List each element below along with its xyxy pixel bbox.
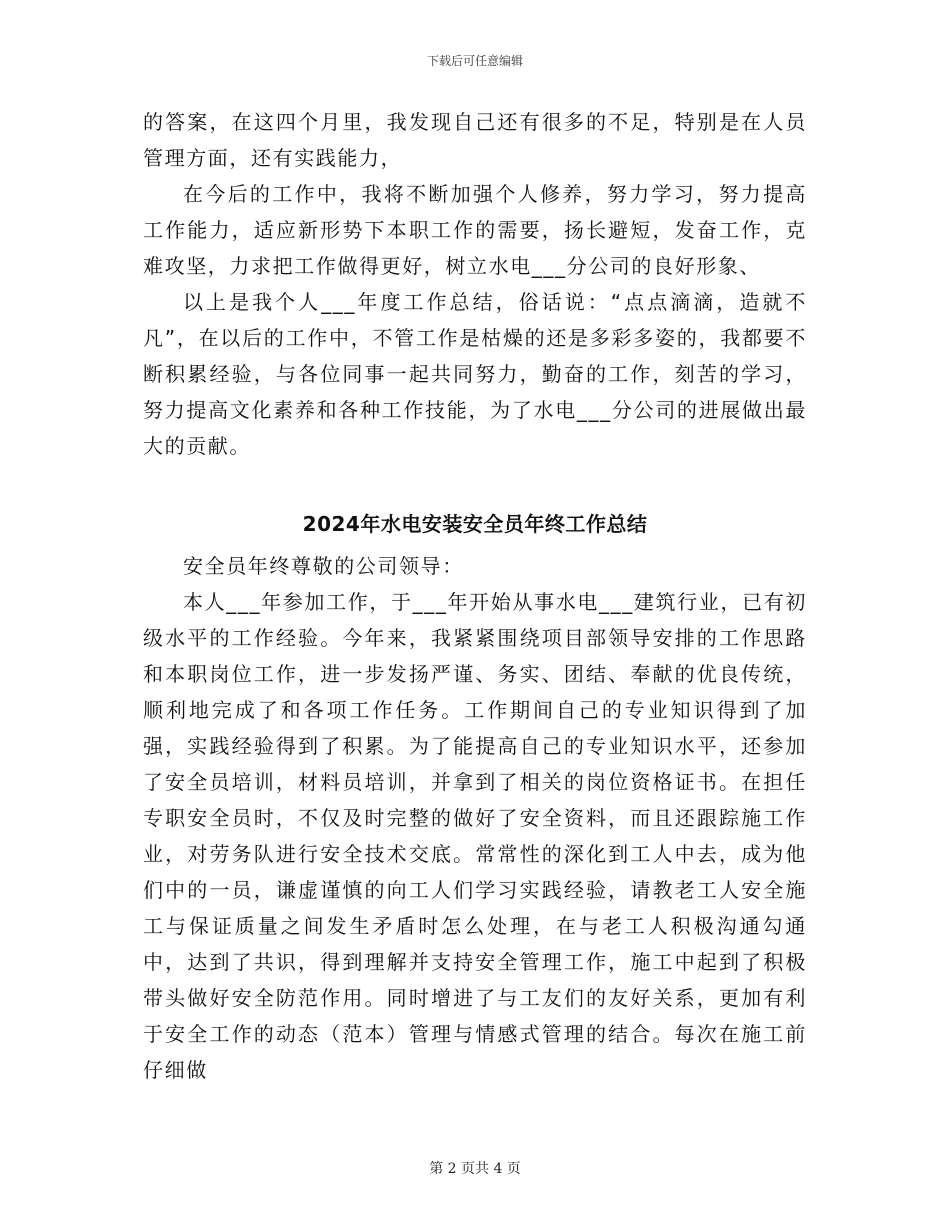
section-title: 2024年水电安装安全员年终工作总结 xyxy=(302,512,648,536)
paragraph-summary-closing: 以上是我个人___年度工作总结，俗话说：“点点滴滴，造就不凡”，在以后的工作中，不管工作是枯燥的还是多彩多姿的，我都要不断积累经验，与各位同事一起共同努力，勤奋的工作，刻苦的学习，努力提高文化素养和各种工作技能，为了水电___分公司的进展做出最大的贡献。 xyxy=(143,290,807,458)
paragraph-work-experience: 本人___年参加工作，于___年开始从事水电___建筑行业，已有初级水平的工作经验。今年来，我紧紧围绕项目部领导安排的工作思路和本职岗位工作，进一步发扬严谨、务实、团结、奉献的优良传统，顺利地完成了和各项工作任务。工作期间自己的专业知识得到了加强，实践经验得到了积累。为了能提高自己的专业知识水平，还参加了安全员培训，材料员培训，并拿到了相关的岗位资格证书。在担任专职安全员时，不仅及时完整的做好了安全资料，而且还跟踪施工作业，对劳务队进行安全技术交底。常常性的深化到工人中去，成为他们中的一员，谦虚谨慎的向工人们学习实践经验，请教老工人安全施工与保证质量之间发生矛盾时怎么处理，在与老工人积极沟通勾通中，达到了共识，得到理解并支持安全管理工作，施工中起到了积极带头做好安全防范作用。同时增进了与工友们的友好关系，更加有利于安全工作的动态（范本）管理与情感式管理的结合。每次在施工前仔细做 xyxy=(143,590,807,1082)
paragraph-continuation: 的答案，在这四个月里，我发现自己还有很多的不足，特别是在人员管理方面，还有实践能力， xyxy=(143,110,807,170)
page-footer: 第 2 页共 4 页 xyxy=(429,1161,521,1177)
salutation: 安全员年终尊敬的公司领导： xyxy=(183,554,464,578)
document-body xyxy=(143,104,807,1088)
page-header: 下载后可任意编辑 xyxy=(426,54,523,68)
paragraph-future-work: 在今后的工作中，我将不断加强个人修养，努力学习，努力提高工作能力，适应新形势下本职工作的需要，扬长避短，发奋工作，克难攻坚，力求把工作做得更好，树立水电___分公司的良好形象、 xyxy=(143,182,807,278)
